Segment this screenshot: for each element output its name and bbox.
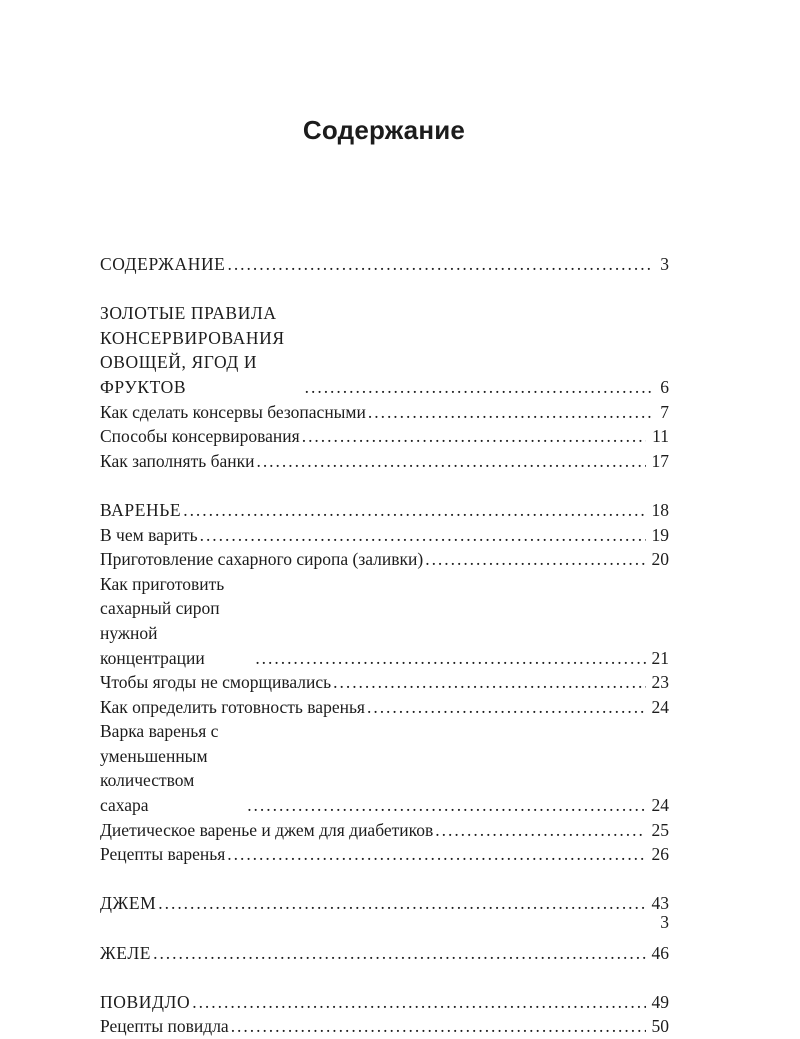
dot-leader (303, 375, 655, 400)
toc-entry[interactable] (100, 1014, 669, 1039)
dot-leader (331, 670, 645, 695)
toc-entry[interactable] (100, 842, 669, 867)
toc-entry-page: 43 (651, 893, 669, 914)
toc-entry-title-text: Способы консервирования (100, 426, 300, 447)
dot-leader (254, 449, 645, 474)
dot-leader (365, 695, 646, 720)
toc-entry-title (100, 252, 225, 277)
toc-entry-page: 3 (660, 254, 669, 274)
page-number: 3 (660, 912, 669, 932)
toc-entry[interactable] (100, 301, 669, 399)
toc-entry-title-line1: Как приготовить сахарный сироп (100, 573, 225, 619)
toc-entry-title-text: Рецепты варенья (100, 844, 226, 865)
toc-section (100, 301, 669, 473)
dot-leader (190, 990, 645, 1015)
toc-entry[interactable] (100, 670, 669, 695)
toc-entry-page: 21 (651, 647, 669, 668)
toc-entry-title (100, 400, 366, 425)
toc-entry-page: 20 (651, 549, 669, 570)
dot-leader (156, 891, 645, 916)
toc-entry-page: 46 (651, 942, 669, 963)
toc-entry-title-text: ДЖЕМ (100, 893, 157, 914)
toc-entry-title-text: количеством сахара (100, 770, 195, 816)
toc-entry-title (100, 670, 331, 695)
toc-entry[interactable] (100, 523, 669, 548)
toc-entry-title-text: Рецепты повидла (100, 1016, 229, 1037)
dot-leader (245, 793, 645, 818)
page-title: Содержание (302, 115, 466, 145)
toc-entry-title (100, 523, 198, 548)
dot-leader (366, 400, 654, 425)
toc-entry-page: 50 (651, 1016, 669, 1037)
toc-entry-title-text: Приготовление сахарного сиропа (заливки) (100, 549, 424, 570)
dot-leader (181, 498, 645, 523)
dot-leader (433, 818, 645, 843)
toc-entry-title (100, 695, 365, 720)
toc-entry-title (100, 990, 190, 1015)
toc-section (100, 252, 669, 277)
toc-entry-page: 6 (660, 376, 669, 397)
toc-entry-page: 11 (652, 426, 669, 447)
toc-entry-title-text: Диетическое варенье и джем для диабетиков (100, 819, 434, 840)
toc-entry[interactable] (100, 424, 669, 449)
toc-entry-title-text: ОВОЩЕЙ, ЯГОД И ФРУКТОВ (100, 352, 258, 397)
toc-entry-title (100, 572, 253, 670)
toc-entry-title-text: В чем варить (100, 524, 198, 545)
toc-entry-title-text: СОДЕРЖАНИЕ (100, 254, 226, 274)
toc-entry-title (100, 498, 181, 523)
toc-entry[interactable] (100, 400, 669, 425)
dot-leader (300, 424, 646, 449)
toc-entry-title-text: нужной концентрации (100, 622, 205, 668)
toc-entry-title-text: ЖЕЛЕ (100, 942, 152, 963)
toc-entry-title (100, 719, 245, 817)
toc-entry[interactable] (100, 990, 669, 1015)
toc-entry-title (100, 891, 156, 916)
toc-entry-title (100, 449, 254, 474)
toc-entry[interactable] (100, 252, 669, 277)
toc-section (100, 990, 669, 1039)
dot-leader (225, 842, 645, 867)
dot-leader (423, 547, 645, 572)
dot-leader (151, 941, 645, 966)
toc-entry-title-text: ВАРЕНЬЕ (100, 499, 182, 520)
toc-entry-title (100, 842, 225, 867)
toc-entry-title-text: ПОВИДЛО (100, 991, 191, 1012)
toc-entry[interactable] (100, 941, 669, 966)
dot-leader (253, 646, 645, 671)
toc-entry-page: 25 (651, 819, 669, 840)
toc-entry[interactable] (100, 818, 669, 843)
toc-entry-title-text: Как сделать консервы безопасными (100, 401, 366, 422)
toc-entry-page: 7 (660, 401, 669, 422)
toc-entry-page: 26 (651, 844, 669, 865)
table-of-contents (100, 252, 669, 1039)
dot-leader (198, 523, 646, 548)
toc-section (100, 891, 669, 916)
toc-entry-title (100, 547, 423, 572)
toc-entry-page: 49 (651, 991, 669, 1012)
toc-entry[interactable] (100, 719, 669, 817)
dot-leader (229, 1014, 646, 1039)
toc-entry-title-line1: Варка варенья с уменьшенным (100, 721, 219, 766)
toc-entry[interactable] (100, 449, 669, 474)
toc-section (100, 941, 669, 966)
toc-entry-title-text: Чтобы ягоды не сморщивались (100, 672, 332, 693)
toc-entry-page: 17 (651, 450, 669, 471)
toc-entry-page: 24 (651, 696, 669, 717)
toc-entry[interactable] (100, 547, 669, 572)
toc-entry-title (100, 818, 433, 843)
toc-entry[interactable] (100, 695, 669, 720)
toc-entry-page: 19 (651, 524, 669, 545)
toc-entry[interactable] (100, 572, 669, 670)
toc-entry-page: 23 (651, 672, 669, 693)
toc-entry-title (100, 941, 151, 966)
toc-entry-title-line1: ЗОЛОТЫЕ ПРАВИЛА КОНСЕРВИРОВАНИЯ (100, 303, 285, 348)
toc-entry[interactable] (100, 498, 669, 523)
toc-entry-page: 18 (651, 499, 669, 520)
toc-entry[interactable] (100, 891, 669, 916)
toc-entry-title-text: Как определить готовность варенья (100, 696, 365, 717)
toc-entry-page: 24 (651, 795, 669, 816)
toc-entry-title (100, 1014, 229, 1039)
toc-section (100, 498, 669, 867)
toc-entry-title (100, 424, 300, 449)
dot-leader (225, 252, 654, 277)
toc-entry-title (100, 301, 303, 399)
toc-entry-title-text: Как заполнять банки (100, 450, 255, 471)
